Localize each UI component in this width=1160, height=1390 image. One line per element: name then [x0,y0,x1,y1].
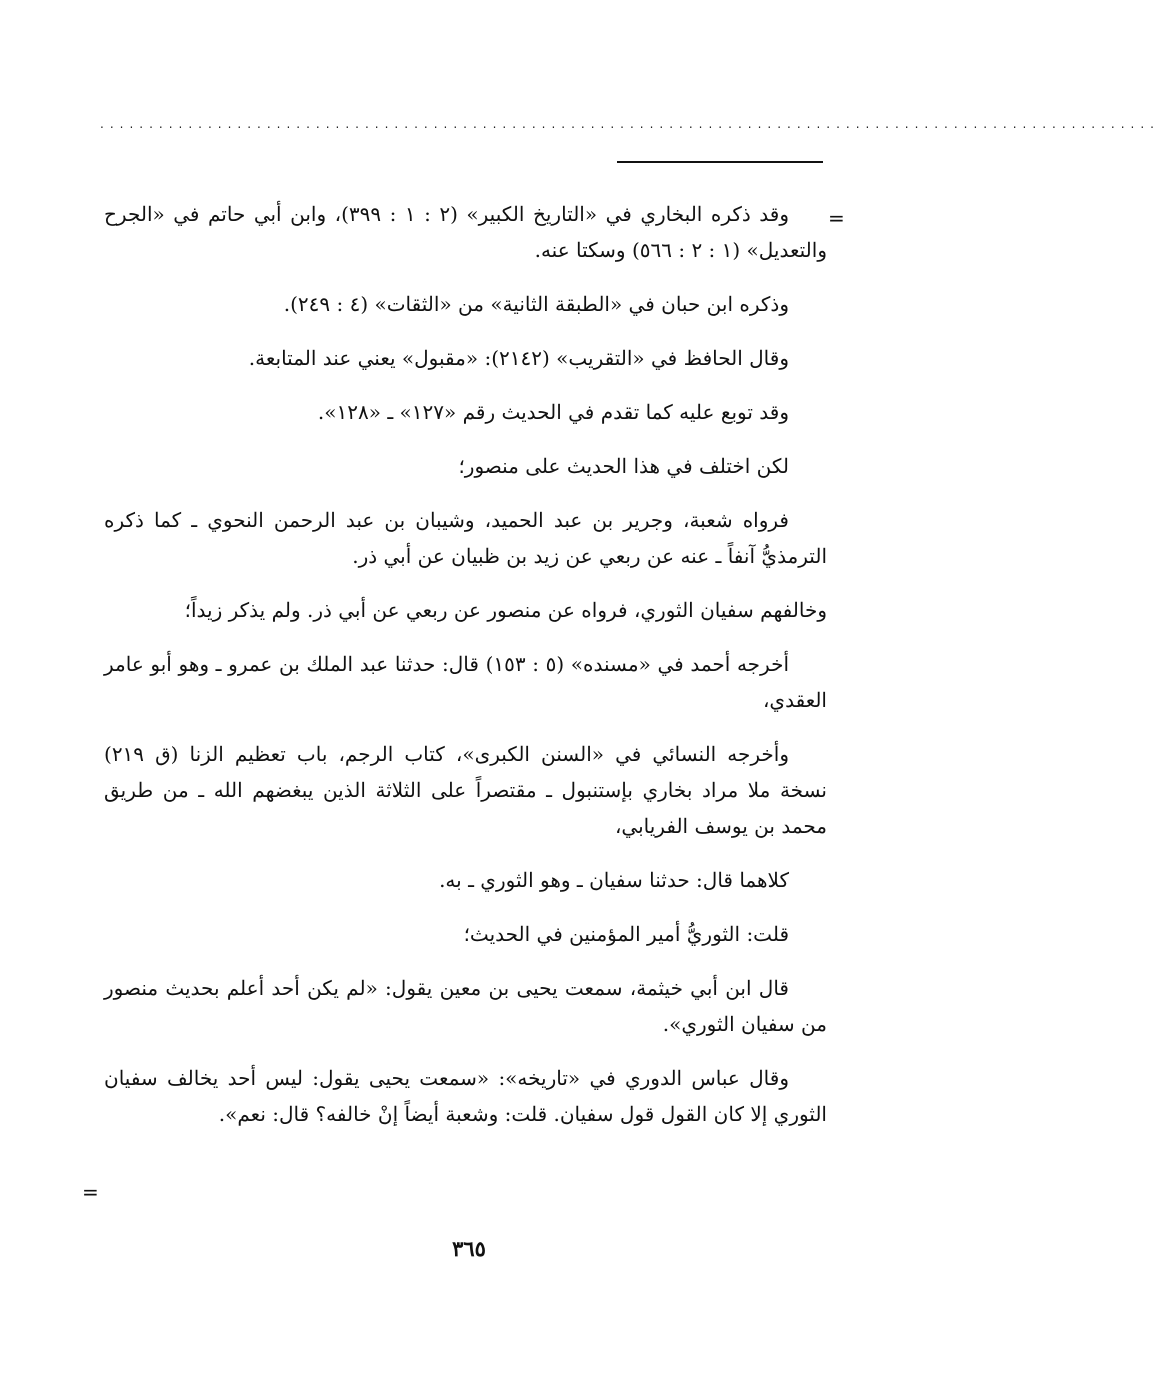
paragraph: لكن اختلف في هذا الحديث على منصور؛ [458,454,789,478]
paragraph: وذكره ابن حبان في «الطبقة الثانية» من «الثقات» (٤ : ٢٤٩). [283,292,789,316]
continuation-mark-bottom: = [82,1180,99,1204]
continuation-mark-top: = [828,206,845,230]
paragraph: وقال الحافظ في «التقريب» (٢١٤٢): «مقبول» يعني عند المتابعة. [248,346,789,370]
footnote-separator-dots: ............................................................................................................ [100,117,1160,131]
paragraph: وخالفهم سفيان الثوري، فرواه عن منصور عن ربعي عن أبي ذر. ولم يذكر زيداً؛ [184,598,827,622]
footnote-rule [617,161,823,163]
paragraph: وقد توبع عليه كما تقدم في الحديث رقم «١٢٧» ـ «١٢٨». [317,400,789,424]
paragraph: قال ابن أبي خيثمة، سمعت يحيى بن معين يقول: «لم يكن أحد أعلم بحديث منصور من سفيان الثوري». [104,976,827,1036]
paragraph: قلت: الثوريُّ أمير المؤمنين في الحديث؛ [463,922,789,946]
paragraph: فرواه شعبة، وجرير بن عبد الحميد، وشيبان بن عبد الرحمن النحوي ـ كما ذكره الترمذيُّ آنفاً ـ عنه عن ربعي عن زيد بن ظبيان عن أبي ذر. [104,508,827,568]
paragraph: أخرجه أحمد في «مسنده» (٥ : ١٥٣) قال: حدثنا عبد الملك بن عمرو ـ وهو أبو عامر العقدي، [104,652,827,712]
paragraph: كلاهما قال: حدثنا سفيان ـ وهو الثوري ـ به. [439,868,789,892]
paragraph: وأخرجه النسائي في «السنن الكبرى»، كتاب الرجم، باب تعظيم الزنا (ق ٢١٩) نسخة ملا مراد بخاري بإستنبول ـ مقتصراً على الثلاثة الذين يبغضهم الله ـ من طريق محمد بن يوسف الفريابي، [104,742,827,838]
page-number: ٣٦٥ [452,1236,486,1261]
paragraph: وقال عباس الدوري في «تاريخه»: «سمعت يحيى يقول: ليس أحد يخالف سفيان الثوري إلا كان القول قول سفيان. قلت: وشعبة أيضاً إنْ خالفه؟ قال: نعم». [104,1066,827,1126]
paragraph: وقد ذكره البخاري في «التاريخ الكبير» (٢ : ١ : ٣٩٩)، وابن أبي حاتم في «الجرح والتعديل» (١ : ٢ : ٥٦٦) وسكتا عنه. [104,202,827,262]
footnote-text [104,196,827,1150]
